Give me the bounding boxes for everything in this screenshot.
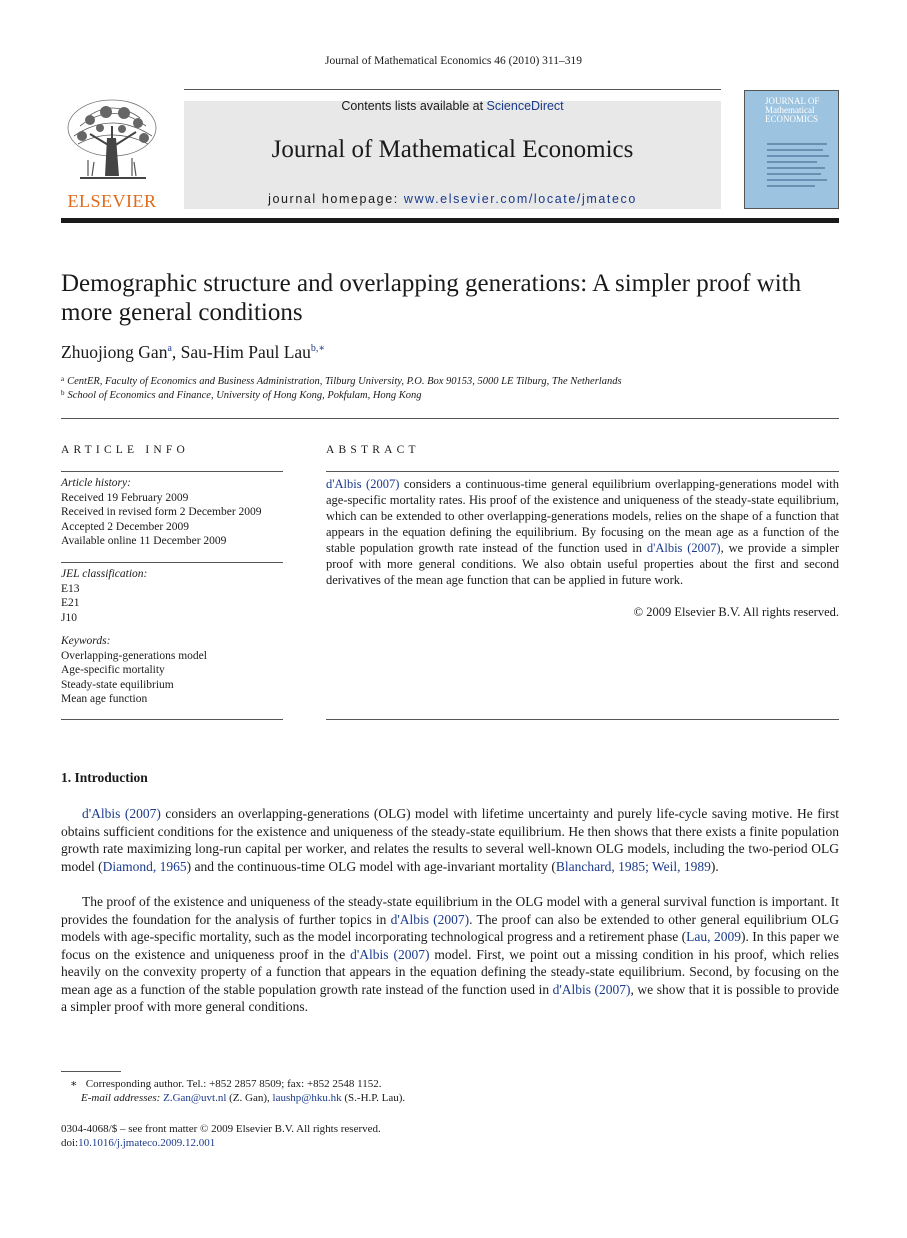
history-item: Received 19 February 2009 <box>61 491 189 504</box>
footnote-corresponding <box>61 1077 848 1091</box>
citation-link[interactable]: d'Albis (2007) <box>552 981 631 997</box>
running-head: Journal of Mathematical Economics 46 (2010) 311–319 <box>325 55 582 67</box>
affiliation-text: School of Economics and Finance, University of Hong Kong, Pokfulam, Hong Kong <box>67 390 422 401</box>
affiliation-mark: a <box>61 375 65 383</box>
citation-link[interactable]: Diamond, 1965 <box>102 858 187 874</box>
cover-title: JOURNAL OF Mathematical ECONOMICS <box>765 96 820 124</box>
homepage-prefix: journal homepage: <box>268 192 404 206</box>
contents-prefix: Contents lists available at <box>341 99 487 113</box>
paragraph-segment: considers an overlapping-generations (OLG) model with lifetime uncertainty and purely life-cycle saving motive. He first obtains sufficient conditions for the existence and uniqueness of the steady-state equilibrium. He then shows that there exists a finite population growth rate maximizing long-run capital per worker, and relates the results to several well-known OLG models, including the two-period OLG model ( <box>61 806 839 874</box>
affiliation-text: CentER, Faculty of Economics and Business Administration, Tilburg University, P.O. Box 90153, 5000 LE Tilburg, The Netherlands <box>67 376 622 387</box>
abstract-bottom-rule <box>326 719 839 720</box>
keyword: Steady-state equilibrium <box>61 678 174 691</box>
intro-paragraph-1 <box>61 805 839 875</box>
citation-link[interactable]: d'Albis (2007) <box>326 477 400 491</box>
abstract-segment: considers a continuous-time general equilibrium overlapping-generations model with age-specific mortality rates. His proof of the existence and uniqueness of the steady-state equilibrium, which can be extended to other overlapping-generations models, relies on the shape of a function that appears in the equation defining the equilibrium. By focusing on the mean age as a function of the stable population growth rate instead of the function used in <box>326 477 839 555</box>
keywords-label: Keywords: <box>61 635 111 647</box>
citation-link[interactable]: Lau, 2009 <box>686 929 741 944</box>
header-top-rule <box>184 89 721 90</box>
article-info-rule <box>61 471 283 472</box>
keywords <box>61 634 283 707</box>
journal-title: Journal of Mathematical Economics <box>271 136 634 163</box>
abstract-rule <box>326 471 839 472</box>
paragraph-segment: ). <box>710 858 719 874</box>
email-owner: (Z. Gan), <box>226 1092 273 1104</box>
journal-homepage <box>184 192 721 206</box>
contents-line <box>184 99 721 113</box>
elsevier-wordmark: ELSEVIER <box>67 191 157 211</box>
author-affiliation-mark[interactable]: b,∗ <box>310 343 326 354</box>
abstract-segment: , we provide a simpler proof with more general conditions. We also obtain useful properties about the first and second derivatives of the mean age function that can be applied in future work. <box>326 541 839 587</box>
keyword: Mean age function <box>61 693 148 705</box>
citation-link[interactable]: d'Albis (2007) <box>350 946 430 962</box>
paragraph-segment: . The proof can also be extended to other general equilibrium OLG models with age-specific mortality, such as the model incorporating technological progress and a retirement phase ( <box>61 911 839 944</box>
article-info-bottom-rule <box>61 719 283 720</box>
history-item: Received in revised form 2 December 2009 <box>61 506 262 518</box>
jel-label: JEL classification: <box>61 568 148 580</box>
paragraph-segment: The proof of the existence and uniqueness of the steady-state equilibrium in the OLG model with a general survival function is important. It provides the foundation for the analysis of further topics in <box>61 894 839 927</box>
paper-title: Demographic structure and overlapping generations: A simpler proof with more general conditions <box>61 270 802 326</box>
history-item: Available online 11 December 2009 <box>61 535 227 547</box>
footnote-star: ∗ <box>70 1078 78 1090</box>
author-separator: , <box>171 342 181 362</box>
cover-contents-lines <box>767 143 831 191</box>
email-label: E-mail addresses: <box>81 1092 161 1104</box>
doi-label: doi: <box>61 1137 79 1149</box>
citation-link[interactable]: Blanchard, 1985; Weil, 1989 <box>555 858 711 874</box>
jel-code: E21 <box>61 597 80 609</box>
paragraph-segment: ). In this paper we focus on the existence and uniqueness proof in the <box>61 929 840 962</box>
doi-line <box>61 1136 839 1150</box>
jel-code: J10 <box>61 611 77 624</box>
elsevier-logo[interactable] <box>60 96 164 212</box>
citation-link[interactable]: d'Albis (2007) <box>646 541 721 555</box>
footnote-rule <box>61 1071 121 1072</box>
author-list <box>61 342 325 363</box>
keyword: Age-specific mortality <box>61 664 165 676</box>
keyword: Overlapping-generations model <box>61 649 207 662</box>
article-history <box>61 476 283 549</box>
jel-code: E13 <box>61 582 80 595</box>
header-thick-rule <box>61 218 839 223</box>
history-label: Article history: <box>61 477 131 489</box>
footnote-emails <box>61 1091 859 1105</box>
homepage-link[interactable]: www.elsevier.com/locate/jmateco <box>403 192 637 206</box>
email-owner: (S.-H.P. Lau). <box>341 1092 406 1104</box>
citation-link[interactable]: d'Albis (2007) <box>82 806 161 821</box>
paragraph-segment: model. First, we point out a missing condition in his proof, which relies heavily on the convexity property of a function that appears in the equation defining the steady-state equilibrium. Second, by focusing on the mean age as a function of the stable population growth rate instead of the function used in <box>61 946 839 997</box>
author-name: Sau-Him Paul Lau <box>180 342 311 362</box>
email-link[interactable]: Z.Gan@uvt.nl <box>163 1092 227 1104</box>
paragraph-segment: , we show that it is possible to provide a simpler proof with more general conditions. <box>61 981 840 1014</box>
jel-rule <box>61 562 283 563</box>
jel-classification <box>61 567 283 625</box>
email-link[interactable]: laushp@hku.hk <box>272 1092 342 1104</box>
corresponding-text: Corresponding author. Tel.: +852 2857 8509; fax: +852 2548 1152. <box>85 1078 382 1090</box>
affiliation-mark: b <box>61 389 65 397</box>
citation-link[interactable]: d'Albis (2007) <box>390 911 470 927</box>
section-heading: 1. Introduction <box>61 770 148 785</box>
intro-paragraph-2 <box>61 893 839 1016</box>
issn-line: 0304-4068/$ – see front matter © 2009 Elsevier B.V. All rights reserved. <box>61 1123 381 1135</box>
sciencedirect-link[interactable]: ScienceDirect <box>486 99 564 113</box>
history-item: Accepted 2 December 2009 <box>61 520 190 533</box>
title-block-rule <box>61 418 839 419</box>
abstract-text <box>326 476 839 588</box>
abstract-copyright: © 2009 Elsevier B.V. All rights reserved. <box>633 605 839 619</box>
article-info-heading: ARTICLE INFO <box>61 444 189 456</box>
author-affiliation-mark[interactable]: a <box>167 343 172 354</box>
doi-link[interactable]: 10.1016/j.jmateco.2009.12.001 <box>78 1137 216 1149</box>
affiliation-b <box>61 389 422 401</box>
author-name: Zhuojiong Gan <box>61 342 168 362</box>
paragraph-segment: ) and the continuous-time OLG model with age-invariant mortality ( <box>186 858 556 874</box>
abstract-heading: ABSTRACT <box>326 444 420 456</box>
journal-cover-thumbnail[interactable] <box>744 90 839 209</box>
affiliation-a <box>61 375 622 387</box>
tree-logo-icon <box>60 96 164 188</box>
